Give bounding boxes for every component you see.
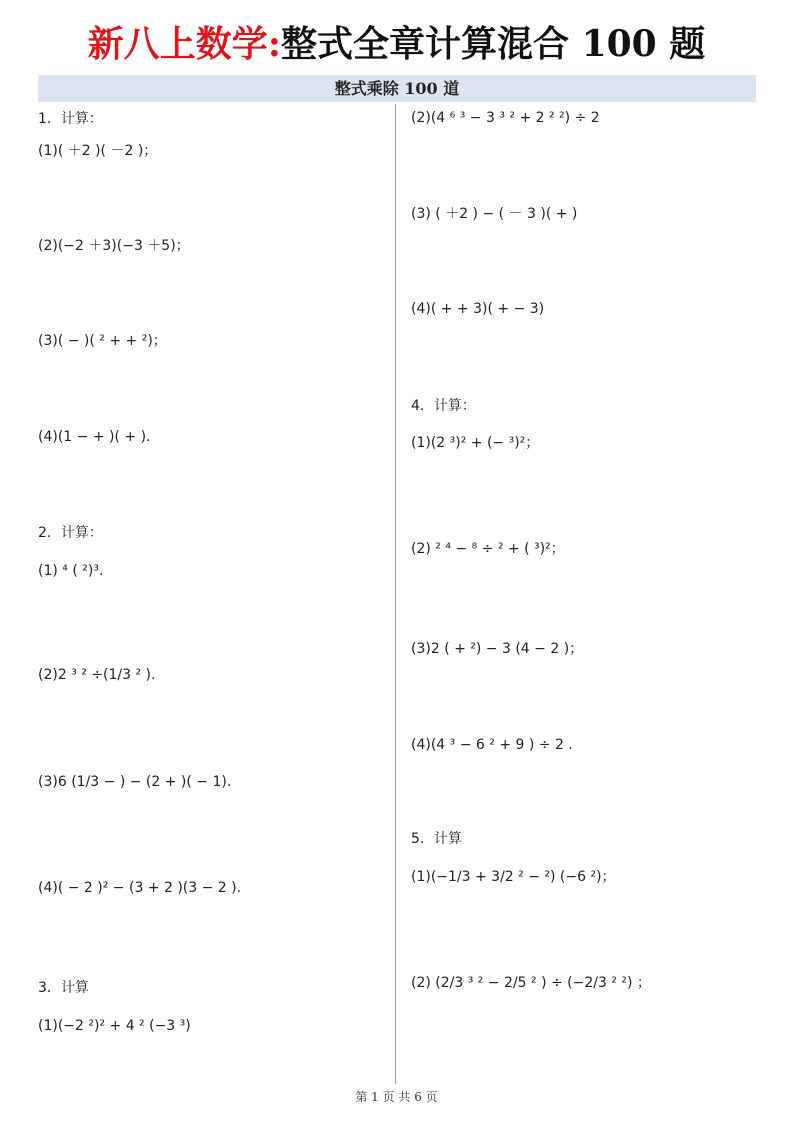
problem-q3-1: (1)(−2 ²)² + 4 ² (−3 ³) bbox=[38, 1018, 191, 1034]
problem-q1-1: (1)( ＋2 )( －2 )； bbox=[38, 143, 158, 159]
problem-q2-heading: 2．计算： bbox=[38, 525, 103, 541]
problem-q3-2: (2)(4 ⁶ ³ − 3 ³ ² + 2 ² ²) ÷ 2 bbox=[411, 110, 600, 126]
problem-q5-2: (2) (2/3 ³ ² − 2/5 ² ) ÷ (−2/3 ² ²) ； bbox=[411, 975, 651, 991]
problem-q4-3: (3)2 ( + ²) − 3 (4 − 2 )； bbox=[411, 641, 584, 657]
title-red-part: 新八上数学: bbox=[87, 23, 282, 65]
problem-q4-4: (4)(4 ³ − 6 ² + 9 ) ÷ 2 . bbox=[411, 737, 573, 753]
problem-q4-2: (2) ² ⁴ − ⁸ ÷ ² + ( ³)²； bbox=[411, 541, 565, 557]
column-divider bbox=[395, 104, 396, 1084]
problem-q2-3: (3)6 (1/3 − ) − (2 + )( − 1). bbox=[38, 774, 232, 790]
problem-q3-3: (3) ( ＋2 ) − ( － 3 )( + ) bbox=[411, 206, 578, 222]
problem-q3-4: (4)( + + 3)( + − 3) bbox=[411, 301, 545, 317]
page-title bbox=[0, 18, 793, 70]
section-banner: 整式乘除 100 道 bbox=[38, 75, 756, 102]
page-footer: 第 1 页 共 6 页 bbox=[355, 1090, 438, 1104]
problem-q5-1: (1)(−1/3 + 3/2 ² − ²) (−6 ²)； bbox=[411, 869, 616, 885]
problem-q1-heading: 1．计算： bbox=[38, 111, 103, 127]
problem-q5-heading: 5．计算 bbox=[411, 831, 462, 847]
problem-q1-3: (3)( − )( ² + + ²)； bbox=[38, 333, 167, 349]
title-black-part: 整式全章计算混合 100 题 bbox=[281, 23, 706, 65]
problem-q1-4: (4)(1 − + )( + ). bbox=[38, 429, 151, 445]
problem-q2-1: (1) ⁴ ( ²)³. bbox=[38, 563, 104, 579]
problem-q3-heading: 3．计算 bbox=[38, 980, 89, 996]
problem-q1-2: (2)(−2 ＋3)(−3 ＋5)； bbox=[38, 238, 190, 254]
problem-q4-1: (1)(2 ³)² + (− ³)²； bbox=[411, 435, 540, 451]
problem-q2-2: (2)2 ³ ² ÷(1/3 ² ). bbox=[38, 667, 156, 683]
problem-q4-heading: 4．计算： bbox=[411, 398, 476, 414]
problem-q2-4: (4)( − 2 )² − (3 + 2 )(3 − 2 ). bbox=[38, 880, 242, 896]
